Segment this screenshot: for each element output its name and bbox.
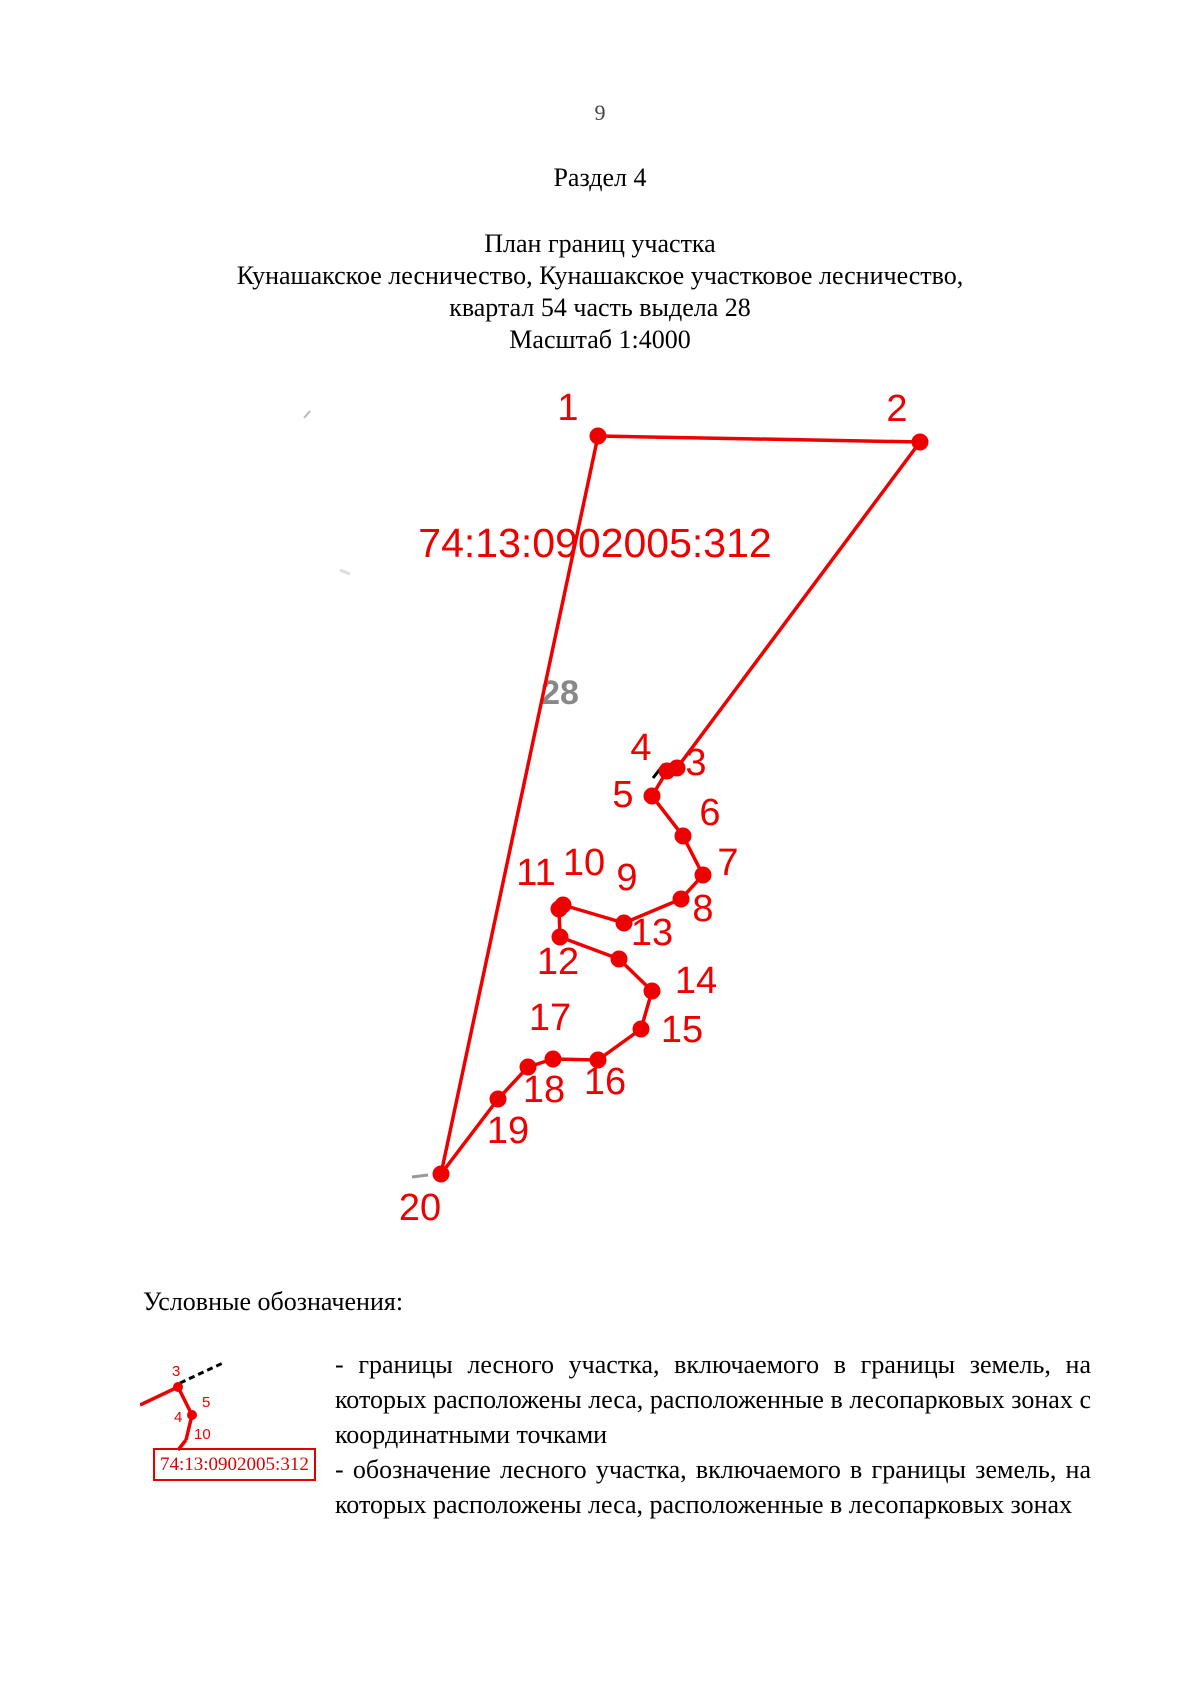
- point-label-2: 2: [886, 388, 908, 430]
- forestry-name: Кунашакское лесничество, Кунашакское участковое лесничество,: [236, 261, 964, 290]
- boundary-point-17: [545, 1051, 562, 1068]
- boundary-point-20: [433, 1166, 450, 1183]
- point-label-15: 15: [660, 1009, 704, 1051]
- point-label-11: 11: [516, 852, 556, 894]
- point-label-6: 6: [699, 792, 721, 834]
- vydel-number: 28: [541, 674, 579, 712]
- point-label-9: 9: [616, 857, 638, 899]
- boundary-point-5: [644, 788, 661, 805]
- legend-item-designation: - обозначение лесного участка, включаемого в границы земель, на которых расположены леса, расположенные в лесопарковых зонах: [335, 1455, 1091, 1519]
- point-label-5: 5: [612, 774, 634, 816]
- boundary-point-15: [633, 1021, 650, 1038]
- parcel-cadastral-label: 74:13:0902005:312: [418, 520, 772, 566]
- boundary-point-19: [490, 1091, 507, 1108]
- boundary-point-6: [675, 828, 692, 845]
- point-label-13: 13: [630, 912, 674, 954]
- legend-point-marker: [187, 1410, 197, 1420]
- legend-title: Условные обозначения:: [143, 1287, 404, 1316]
- background-mark: [340, 570, 350, 574]
- legend-point-marker: [173, 1382, 183, 1392]
- point-label-7: 7: [717, 842, 739, 884]
- scale-text: Масштаб 1:4000: [509, 325, 691, 354]
- legend-point-label: 4: [174, 1409, 183, 1426]
- point-label-16: 16: [583, 1061, 627, 1103]
- boundary-point-8: [673, 891, 690, 908]
- legend-point-label: 5: [202, 1394, 211, 1411]
- section-title: Раздел 4: [553, 163, 647, 192]
- legend-dashed-line: [180, 1362, 225, 1383]
- point-label-20: 20: [398, 1187, 442, 1229]
- plan-title: План границ участка: [484, 229, 716, 258]
- point-label-19: 19: [486, 1110, 530, 1152]
- legend-point-label: 3: [172, 1363, 181, 1380]
- quarter-info: квартал 54 часть выдела 28: [449, 293, 751, 322]
- point-label-18: 18: [522, 1069, 566, 1111]
- legend-boundary-line: [140, 1387, 192, 1440]
- page-number: 9: [594, 100, 606, 125]
- boundary-point-13: [611, 951, 628, 968]
- boundary-point-7: [695, 867, 712, 884]
- boundary-point-11: [551, 901, 568, 918]
- boundary-point-2: [912, 434, 929, 451]
- boundary-point-14: [644, 983, 661, 1000]
- point-label-12: 12: [536, 941, 580, 983]
- point-label-4: 4: [630, 727, 652, 769]
- boundary-point-4: [659, 763, 676, 780]
- point-label-3: 3: [685, 742, 707, 784]
- legend-parcel-label-sample: 74:13:0902005:312: [153, 1448, 316, 1481]
- background-mark: [412, 1175, 428, 1177]
- boundary-point-1: [590, 428, 607, 445]
- point-label-1: 1: [557, 387, 579, 429]
- legend-point-label: 10: [194, 1426, 211, 1443]
- background-mark: [304, 411, 310, 418]
- point-label-14: 14: [674, 960, 718, 1002]
- point-label-10: 10: [562, 842, 606, 884]
- point-label-8: 8: [692, 888, 714, 930]
- point-label-17: 17: [528, 997, 572, 1039]
- legend-item-boundary: - границы лесного участка, включаемого в границы земель, на которых расположены леса, расположенные в лесопарковых зонах с координатными точками: [335, 1350, 1091, 1449]
